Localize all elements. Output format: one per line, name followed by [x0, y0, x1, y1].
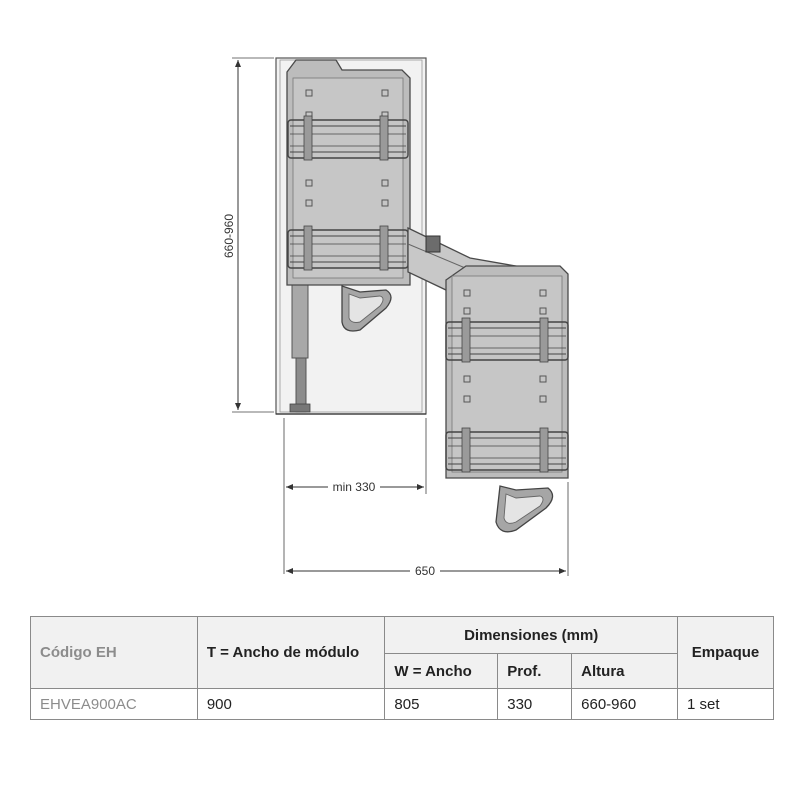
cell-height: 660-960 — [572, 689, 678, 720]
height-dimension — [222, 58, 274, 412]
spec-table — [30, 616, 774, 720]
header-code: Código EH — [31, 617, 198, 689]
cell-packing: 1 set — [678, 689, 774, 720]
min-depth-label: min 330 — [332, 480, 376, 494]
total-width-label: 650 — [414, 564, 436, 578]
cell-module-width: 900 — [197, 689, 385, 720]
table-header-row — [31, 617, 774, 654]
cell-code: EHVEA900AC — [31, 689, 198, 720]
cell-depth: 330 — [498, 689, 572, 720]
header-width: W = Ancho — [385, 654, 498, 689]
lower-handle — [496, 486, 553, 532]
header-depth: Prof. — [498, 654, 572, 689]
min-depth-dimension — [284, 418, 426, 574]
header-module-width: T = Ancho de módulo — [197, 617, 385, 689]
height-label: 660-960 — [222, 213, 236, 259]
header-dimensions: Dimensiones (mm) — [385, 617, 678, 654]
header-packing: Empaque — [678, 617, 774, 689]
table-row — [31, 689, 774, 720]
cell-width: 805 — [385, 689, 498, 720]
header-height: Altura — [572, 654, 678, 689]
